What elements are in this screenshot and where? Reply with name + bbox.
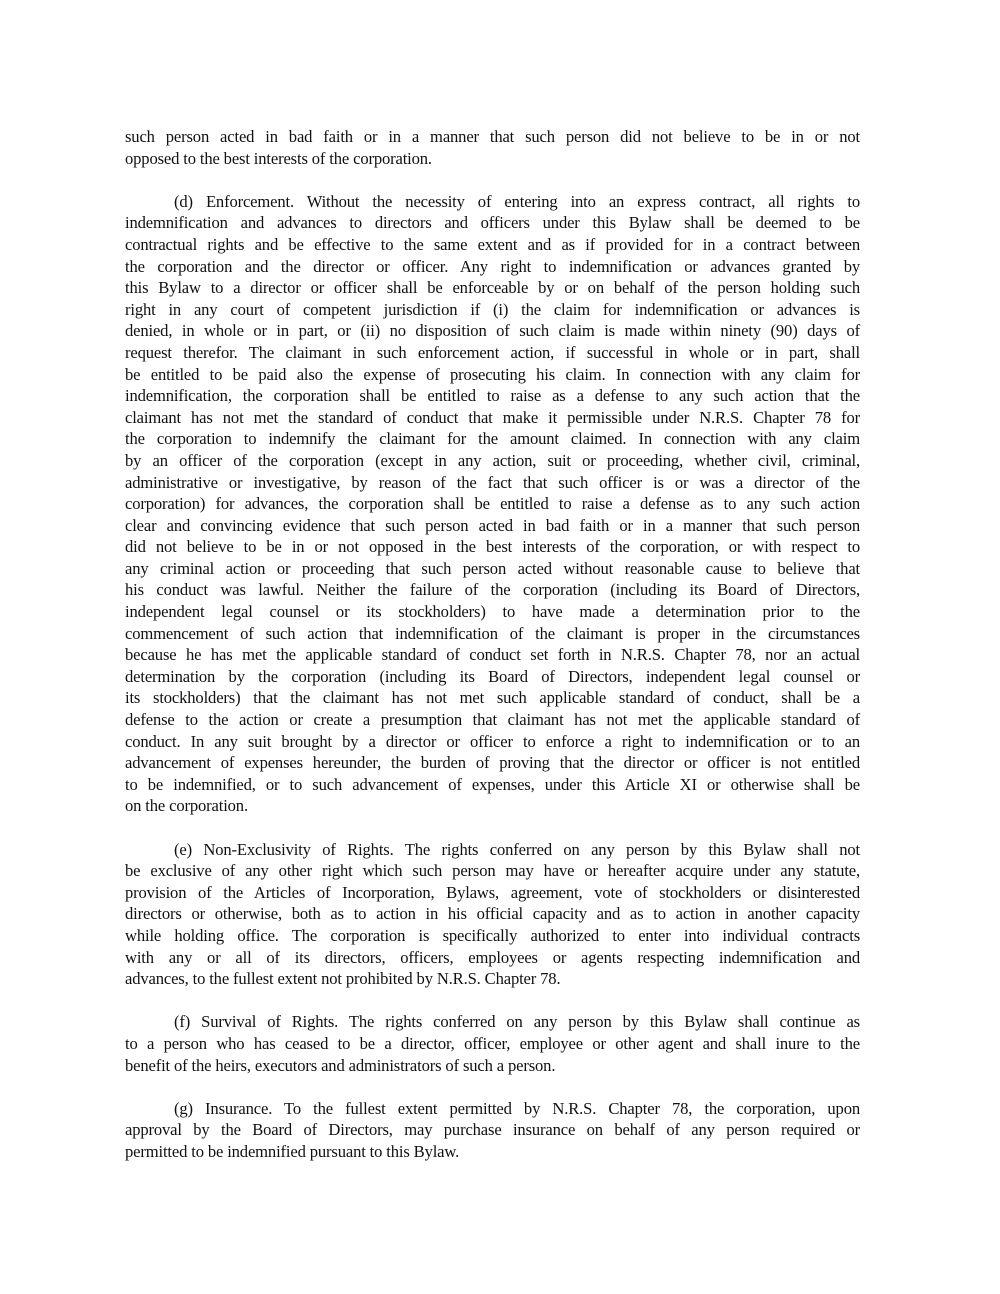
text-line: because he has met the applicable standard of conduct set forth in N.R.S. Chapter 78, nor an actual: [125, 645, 860, 665]
text-line: benefit of the heirs, executors and administrators of such a person.: [125, 1055, 556, 1075]
text-line: indemnification, the corporation shall be entitled to raise as a defense to any such action that the: [125, 386, 860, 406]
text-line: with any or all of its directors, officers, employees or agents respecting indemnification and: [125, 947, 860, 967]
text-line: his conduct was lawful. Neither the failure of the corporation (including its Board of Directors,: [125, 580, 860, 600]
text-line: advancement of expenses hereunder, the burden of proving that the director or officer is not entitled: [125, 753, 860, 773]
text-line: determination by the corporation (including its Board of Directors, independent legal counsel or: [125, 666, 860, 686]
text-line: (d) Enforcement. Without the necessity of entering into an express contract, all rights to: [174, 191, 860, 211]
text-line: to a person who has ceased to be a director, officer, employee or other agent and shall inure to the: [125, 1033, 860, 1053]
text-line: any criminal action or proceeding that such person acted without reasonable cause to believe that: [125, 558, 860, 578]
text-line: while holding office. The corporation is specifically authorized to enter into individual contracts: [125, 925, 860, 945]
text-line: be entitled to be paid also the expense of prosecuting his claim. In connection with any claim for: [125, 364, 860, 384]
paragraph-g-insurance: [125, 1098, 860, 1163]
document-page: [125, 126, 860, 1184]
text-line: administrative or investigative, by reason of the fact that such officer is or was a director of the: [125, 472, 860, 492]
text-line: approval by the Board of Directors, may purchase insurance on behalf of any person required or: [125, 1120, 860, 1140]
text-line: directors or otherwise, both as to action in his official capacity and as to action in another capacity: [125, 904, 860, 924]
text-line: (f) Survival of Rights. The rights conferred on any person by this Bylaw shall continue as: [174, 1012, 860, 1032]
text-line: right in any court of competent jurisdiction if (i) the claim for indemnification or advances is: [125, 299, 860, 319]
text-line: this Bylaw to a director or officer shall be enforceable by or on behalf of the person holding such: [125, 278, 860, 298]
text-line: provision of the Articles of Incorporation, Bylaws, agreement, vote of stockholders or disinterested: [125, 882, 860, 902]
text-line: opposed to the best interests of the corporation.: [125, 148, 432, 168]
text-line: did not believe to be in or not opposed in the best interests of the corporation, or with respect to: [125, 537, 860, 557]
paragraph-d-enforcement: [125, 191, 860, 817]
text-line: be exclusive of any other right which such person may have or hereafter acquire under any statute,: [125, 861, 860, 881]
text-line: corporation) for advances, the corporation shall be entitled to raise a defense as to any such action: [125, 494, 860, 514]
text-line: (g) Insurance. To the fullest extent permitted by N.R.S. Chapter 78, the corporation, upon: [174, 1098, 860, 1118]
text-line: the corporation to indemnify the claimant for the amount claimed. In connection with any claim: [125, 429, 860, 449]
text-line: its stockholders) that the claimant has not met such applicable standard of conduct, shall be a: [125, 688, 860, 708]
text-line: to be indemnified, or to such advancement of expenses, under this Article XI or otherwise shall be: [125, 774, 860, 794]
text-line: the corporation and the director or officer. Any right to indemnification or advances granted by: [125, 256, 860, 276]
text-line: on the corporation.: [125, 796, 248, 816]
text-line: request therefor. The claimant in such enforcement action, if successful in whole or in part, shall: [125, 342, 860, 362]
text-line: such person acted in bad faith or in a manner that such person did not believe to be in or not: [125, 127, 860, 146]
text-line: clear and convincing evidence that such person acted in bad faith or in a manner that such person: [125, 515, 860, 535]
paragraph-e-non-exclusivity: [125, 839, 860, 990]
text-line: by an officer of the corporation (except in any action, suit or proceeding, whether civil, criminal,: [125, 450, 860, 470]
paragraph-f-survival: [125, 1011, 860, 1076]
text-line: contractual rights and be effective to the same extent and as if provided for in a contract between: [125, 234, 860, 254]
paragraph-continuation: [125, 126, 860, 169]
text-line: (e) Non-Exclusivity of Rights. The rights conferred on any person by this Bylaw shall not: [174, 839, 860, 859]
text-line: claimant has not met the standard of conduct that make it permissible under N.R.S. Chapter 78 for: [125, 407, 860, 427]
text-line: advances, to the fullest extent not prohibited by N.R.S. Chapter 78.: [125, 969, 561, 989]
text-line: conduct. In any suit brought by a director or officer to enforce a right to indemnification or to an: [125, 731, 860, 751]
text-line: defense to the action or create a presumption that claimant has not met the applicable standard of: [125, 710, 860, 730]
text-line: indemnification and advances to directors and officers under this Bylaw shall be deemed to be: [125, 213, 860, 233]
text-line: commencement of such action that indemnification of the claimant is proper in the circumstances: [125, 623, 860, 643]
text-line: denied, in whole or in part, or (ii) no disposition of such claim is made within ninety (90) days of: [125, 321, 860, 341]
text-line: independent legal counsel or its stockholders) to have made a determination prior to the: [125, 602, 860, 622]
text-line: permitted to be indemnified pursuant to this Bylaw.: [125, 1141, 460, 1161]
